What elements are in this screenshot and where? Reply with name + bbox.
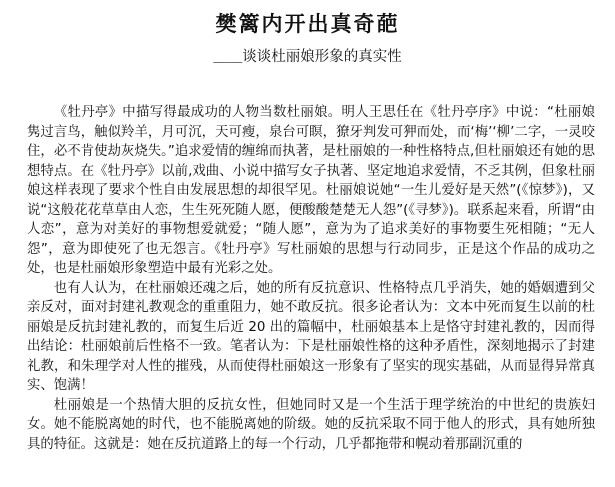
document-body bbox=[27, 103, 595, 454]
paragraph: 也有人认为，在杜丽娘还魂之后，她的所有反抗意识、性格特点几乎消失，她的婚姻遭到父亲反对，面对封建礼教观念的重重阻力，她不敢反抗。很多论者认为：文本中死而复生以前的杜丽娘是反抗封建礼教的，而复生后近 20 出的篇幅中，杜丽娘基本上是恪守封建礼教的，因而得出结论：杜丽娘前后性格不一致。笔者认为：下是杜丽娘性格的这种矛盾性，深刻地揭示了封建礼教，和朱理学对人性的摧残，从而使得杜丽娘这一形象有了坚实的现实基础，从而显得异常真实、饱满！ bbox=[27, 280, 595, 393]
document-subtitle: ＿＿谈谈杜丽娘形象的真实性 bbox=[213, 49, 402, 65]
paragraph: 杜丽娘是一个热情大胆的反抗女性，但她同时又是一个生活于理学统治的中世纪的贵族妇女。她不能脱离她的时代，也不能脱离她的阶级。她的反抗采取不同于他人的形式，具有她所独具的特征。这就是：她在反抗道路上的每一个行动，几乎都拖带和幌动着那副沉重的 bbox=[27, 397, 595, 452]
paragraph: 《牡丹亭》中描写得最成功的人物当数杜丽娘。明人王思任在《牡丹亭序》中说：“杜丽娘隽过言鸟，触似羚羊，月可沉，天可瘦，泉台可瞑，獠牙判发可狎而处，而‘梅’‘柳’二字，一灵咬住，必不肯使劫灰烧失。”追求爱情的缠绵而执著，是杜丽娘的一种性格特点,但杜丽娘还有她的思想特点。在《牡丹亭》以前,戏曲、小说中描写女子执著、坚定地追求爱情，不乏其例，但象杜丽娘这样表现了要求个性自由发展思想的却很罕见。杜丽娘说她“一生儿爱好是天然”(《惊梦》)，又说“这般花花草草由人恋，生生死死随人愿，便酸酸楚楚无人怨”(《寻梦》)。联系起来看，所谓“由人恋”，意为对美好的事物想爱就爱；“随人愿”，意为为了追求美好的事物要生死相随；“无人怨”，意为即使死了也无怨言。《牡丹亭》写杜丽娘的思想与行动同步，正是这个作品的成功之处，也是杜丽娘形象塑造中最有光彩之处。 bbox=[27, 105, 595, 276]
document-title: 樊篱内开出真奇葩 bbox=[215, 11, 400, 36]
